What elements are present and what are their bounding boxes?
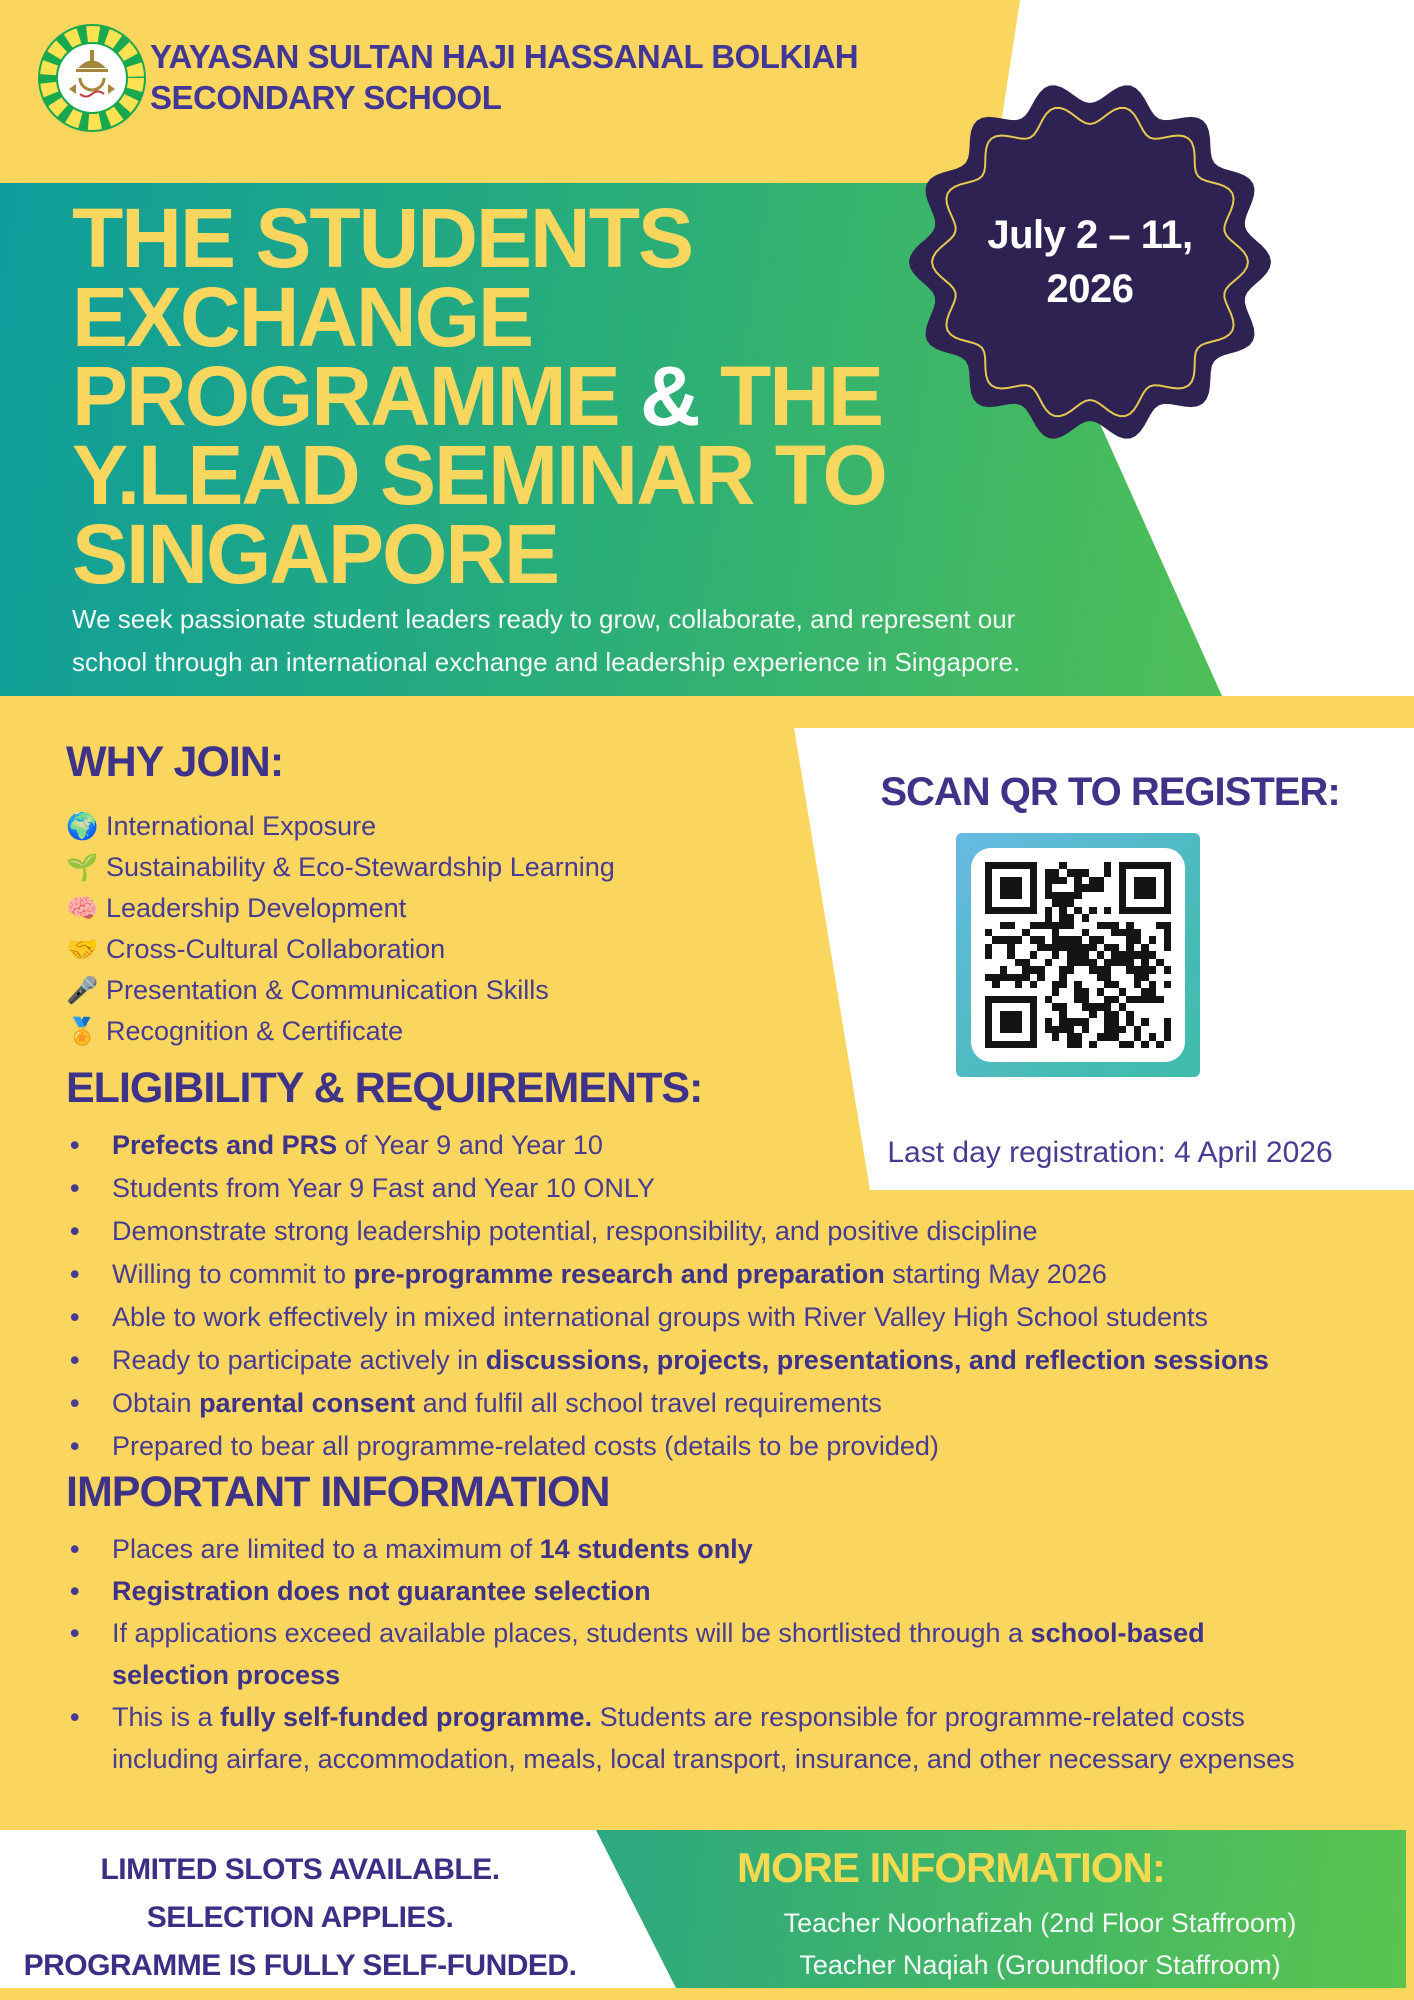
- seedling-icon: 🌱: [66, 852, 99, 882]
- registration-deadline: Last day registration: 4 April 2026: [887, 1136, 1333, 1169]
- school-name: [150, 36, 858, 118]
- limited-slots-line: SELECTION APPLIES.: [146, 1901, 454, 1934]
- badge-date-text: [900, 72, 1280, 452]
- why-join-item-label: Recognition & Certificate: [106, 1016, 404, 1046]
- why-join-item: [66, 806, 615, 847]
- scan-qr-heading: SCAN QR TO REGISTER:: [880, 770, 1340, 814]
- hero-title-line: EXCHANGE: [72, 270, 533, 364]
- bullet-dot: •: [70, 1216, 80, 1246]
- eligibility-item: [70, 1296, 1360, 1339]
- bullet-dot: •: [70, 1302, 80, 1332]
- eligibility-item: [70, 1167, 1360, 1210]
- why-join-item: [66, 1011, 615, 1052]
- bullet-text: Registration does not guarantee selection: [112, 1576, 651, 1606]
- why-join-item-label: Leadership Development: [106, 893, 407, 923]
- bullet-text: If applications exceed available places, students will be shortlisted through a school-based selection process: [112, 1618, 1205, 1690]
- contact-list: [700, 1902, 1380, 1986]
- badge-date-line2: 2026: [1046, 267, 1134, 311]
- bullet-text: Students from Year 9 Fast and Year 10 ONLY: [112, 1173, 655, 1203]
- why-join-item: [66, 929, 615, 970]
- bullet-text: Prefects and PRS of Year 9 and Year 10: [112, 1130, 603, 1160]
- eligibility-item: [70, 1210, 1360, 1253]
- why-join-heading: WHY JOIN:: [66, 738, 284, 786]
- bullet-dot: •: [70, 1259, 80, 1289]
- important-info-item: [70, 1612, 1320, 1696]
- eligibility-item: [70, 1339, 1360, 1382]
- why-join-item: [66, 847, 615, 888]
- why-join-list: [66, 806, 615, 1052]
- microphone-icon: 🎤: [66, 975, 99, 1005]
- limited-slots-line: PROGRAMME IS FULLY SELF-FUNDED.: [23, 1949, 577, 1982]
- bullet-text: Able to work effectively in mixed international groups with River Valley High School students: [112, 1302, 1209, 1332]
- important-info-list: [70, 1528, 1320, 1780]
- why-join-item: [66, 970, 615, 1011]
- bullet-dot: •: [70, 1702, 80, 1732]
- bullet-dot: •: [70, 1345, 80, 1375]
- hero-intro: We seek passionate student leaders ready to grow, collaborate, and represent our school through an international exchange and leadership experience in Singapore.: [72, 604, 1021, 677]
- bullet-dot: •: [70, 1576, 80, 1606]
- hero-title-line: PROGRAMME & THE: [72, 349, 883, 443]
- eligibility-item: [70, 1253, 1360, 1296]
- bullet-text: Demonstrate strong leadership potential, responsibility, and positive discipline: [112, 1216, 1038, 1246]
- bullet-text: Places are limited to a maximum of 14 students only: [112, 1534, 753, 1564]
- eligibility-heading: ELIGIBILITY & REQUIREMENTS:: [66, 1064, 703, 1112]
- why-join-item-label: Presentation & Communication Skills: [106, 975, 549, 1005]
- bullet-text: This is a fully self-funded programme. Students are responsible for programme-related costs including airfare, accommodation, meals, local transport, insurance, and other necessary expenses: [112, 1702, 1295, 1774]
- bullet-dot: •: [70, 1618, 80, 1648]
- why-join-item-label: International Exposure: [106, 811, 377, 841]
- why-join-item-label: Sustainability & Eco-Stewardship Learning: [106, 852, 615, 882]
- eligibility-item: [70, 1425, 1360, 1468]
- limited-slots-text: [20, 1846, 580, 1990]
- school-name-line1: YAYASAN SULTAN HAJI HASSANAL BOLKIAH: [150, 38, 859, 75]
- hero-title: [72, 190, 886, 601]
- bullet-text: Willing to commit to pre-programme research and preparation starting May 2026: [112, 1259, 1107, 1289]
- why-join-item-label: Cross-Cultural Collaboration: [106, 934, 446, 964]
- bullet-text: Obtain parental consent and fulfil all school travel requirements: [112, 1388, 882, 1418]
- qr-inner-card: [971, 848, 1185, 1062]
- important-info-item: [70, 1570, 1320, 1612]
- handshake-icon: 🤝: [66, 934, 99, 964]
- school-name-line2: SECONDARY SCHOOL: [150, 79, 502, 116]
- important-info-heading: IMPORTANT INFORMATION: [66, 1468, 610, 1516]
- globe-icon: 🌍: [66, 811, 99, 841]
- important-info-item: [70, 1528, 1320, 1570]
- school-crest-icon: [36, 22, 148, 134]
- hero-title-line: SINGAPORE: [72, 507, 559, 601]
- contact-line: Teacher Noorhafizah (2nd Floor Staffroom): [783, 1908, 1297, 1938]
- eligibility-item: [70, 1124, 1360, 1167]
- bullet-text: Prepared to bear all programme-related costs (details to be provided): [112, 1431, 939, 1461]
- hero-title-line: Y.LEAD SEMINAR TO: [72, 428, 886, 522]
- bullet-dot: •: [70, 1431, 80, 1461]
- medal-icon: 🏅: [66, 1016, 99, 1046]
- bullet-dot: •: [70, 1534, 80, 1564]
- bullet-dot: •: [70, 1130, 80, 1160]
- important-info-item: [70, 1696, 1320, 1780]
- eligibility-list: [70, 1124, 1360, 1468]
- why-join-item: [66, 888, 615, 929]
- more-information-heading: MORE INFORMATION:: [737, 1844, 1165, 1891]
- limited-slots-line: LIMITED SLOTS AVAILABLE.: [100, 1853, 500, 1886]
- brain-icon: 🧠: [66, 893, 99, 923]
- eligibility-item: [70, 1382, 1360, 1425]
- bullet-text: Ready to participate actively in discussions, projects, presentations, and reflection sessions: [112, 1345, 1269, 1375]
- contact-line: Teacher Naqiah (Groundfloor Staffroom): [799, 1950, 1281, 1980]
- hero-title-line: THE STUDENTS: [72, 191, 693, 285]
- qr-tile: [956, 833, 1200, 1077]
- bullet-dot: •: [70, 1388, 80, 1418]
- qr-code-icon: [985, 862, 1171, 1048]
- badge-date-line1: July 2 – 11,: [987, 213, 1193, 257]
- bullet-dot: •: [70, 1173, 80, 1203]
